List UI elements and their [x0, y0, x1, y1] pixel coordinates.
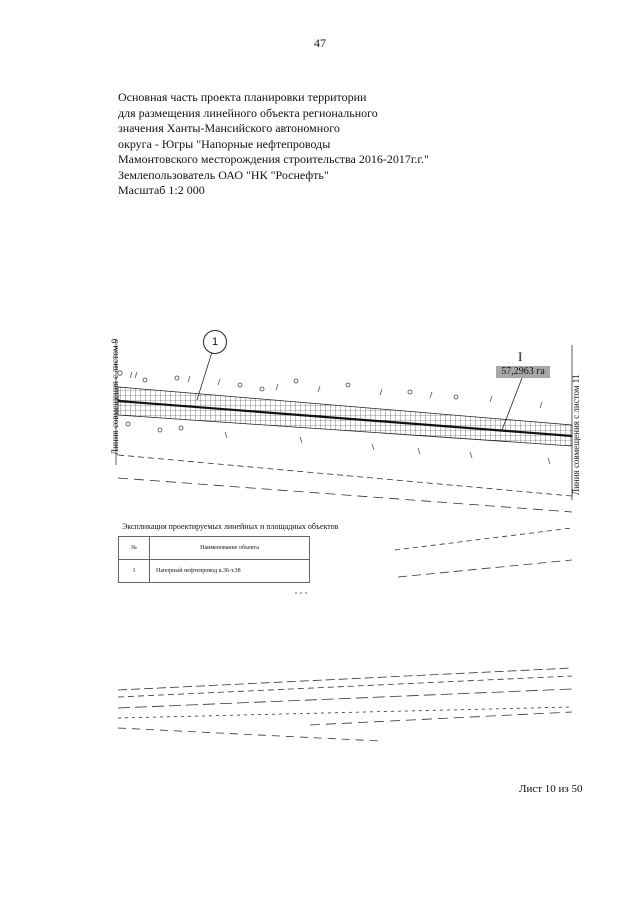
legend-row-num: 1 [119, 560, 150, 583]
region-area-label: 57,2963 га [496, 366, 550, 378]
page-number: 47 [314, 36, 326, 50]
heading-line: значения Ханты-Мансийского автономного [118, 121, 340, 135]
legend-header-row [119, 537, 310, 560]
region-numeral: I [518, 349, 523, 364]
legend-header-name: Наименование объекта [150, 537, 310, 560]
legend-row [119, 560, 310, 583]
heading-line: Землепользователь ОАО "НК "Роснефть" [118, 167, 329, 182]
right-match-line-label: Линия совмещения с листом 11 [571, 374, 581, 495]
legend-header-num: № [119, 537, 150, 560]
marker-leader [197, 352, 212, 400]
corridor-hatch [118, 387, 572, 446]
boundary-lines [118, 455, 572, 741]
heading-line: для размещения линейного объекта регионального [118, 105, 378, 120]
object-marker: 1 [203, 330, 227, 354]
heading-line: Основная часть проекта планировки территории [118, 90, 367, 104]
legend-title: Экспликация проектируемых линейных и площадных объектов [122, 522, 339, 531]
heading-line: округа - Югры "Напорные нефтепроводы [118, 136, 331, 151]
legend-row-name: Напорный нефтепровод к.36-т.38 [150, 560, 310, 583]
heading-line: Мамонтовского месторождения строительства 2016-2017г.г." [118, 152, 429, 166]
sheet-number: Лист 10 из 50 [519, 783, 583, 795]
left-match-line-label: Линия совмещения с листом 9 [110, 338, 120, 455]
heading-scale: Масштаб 1:2 000 [118, 183, 205, 197]
legend-table [118, 536, 310, 583]
